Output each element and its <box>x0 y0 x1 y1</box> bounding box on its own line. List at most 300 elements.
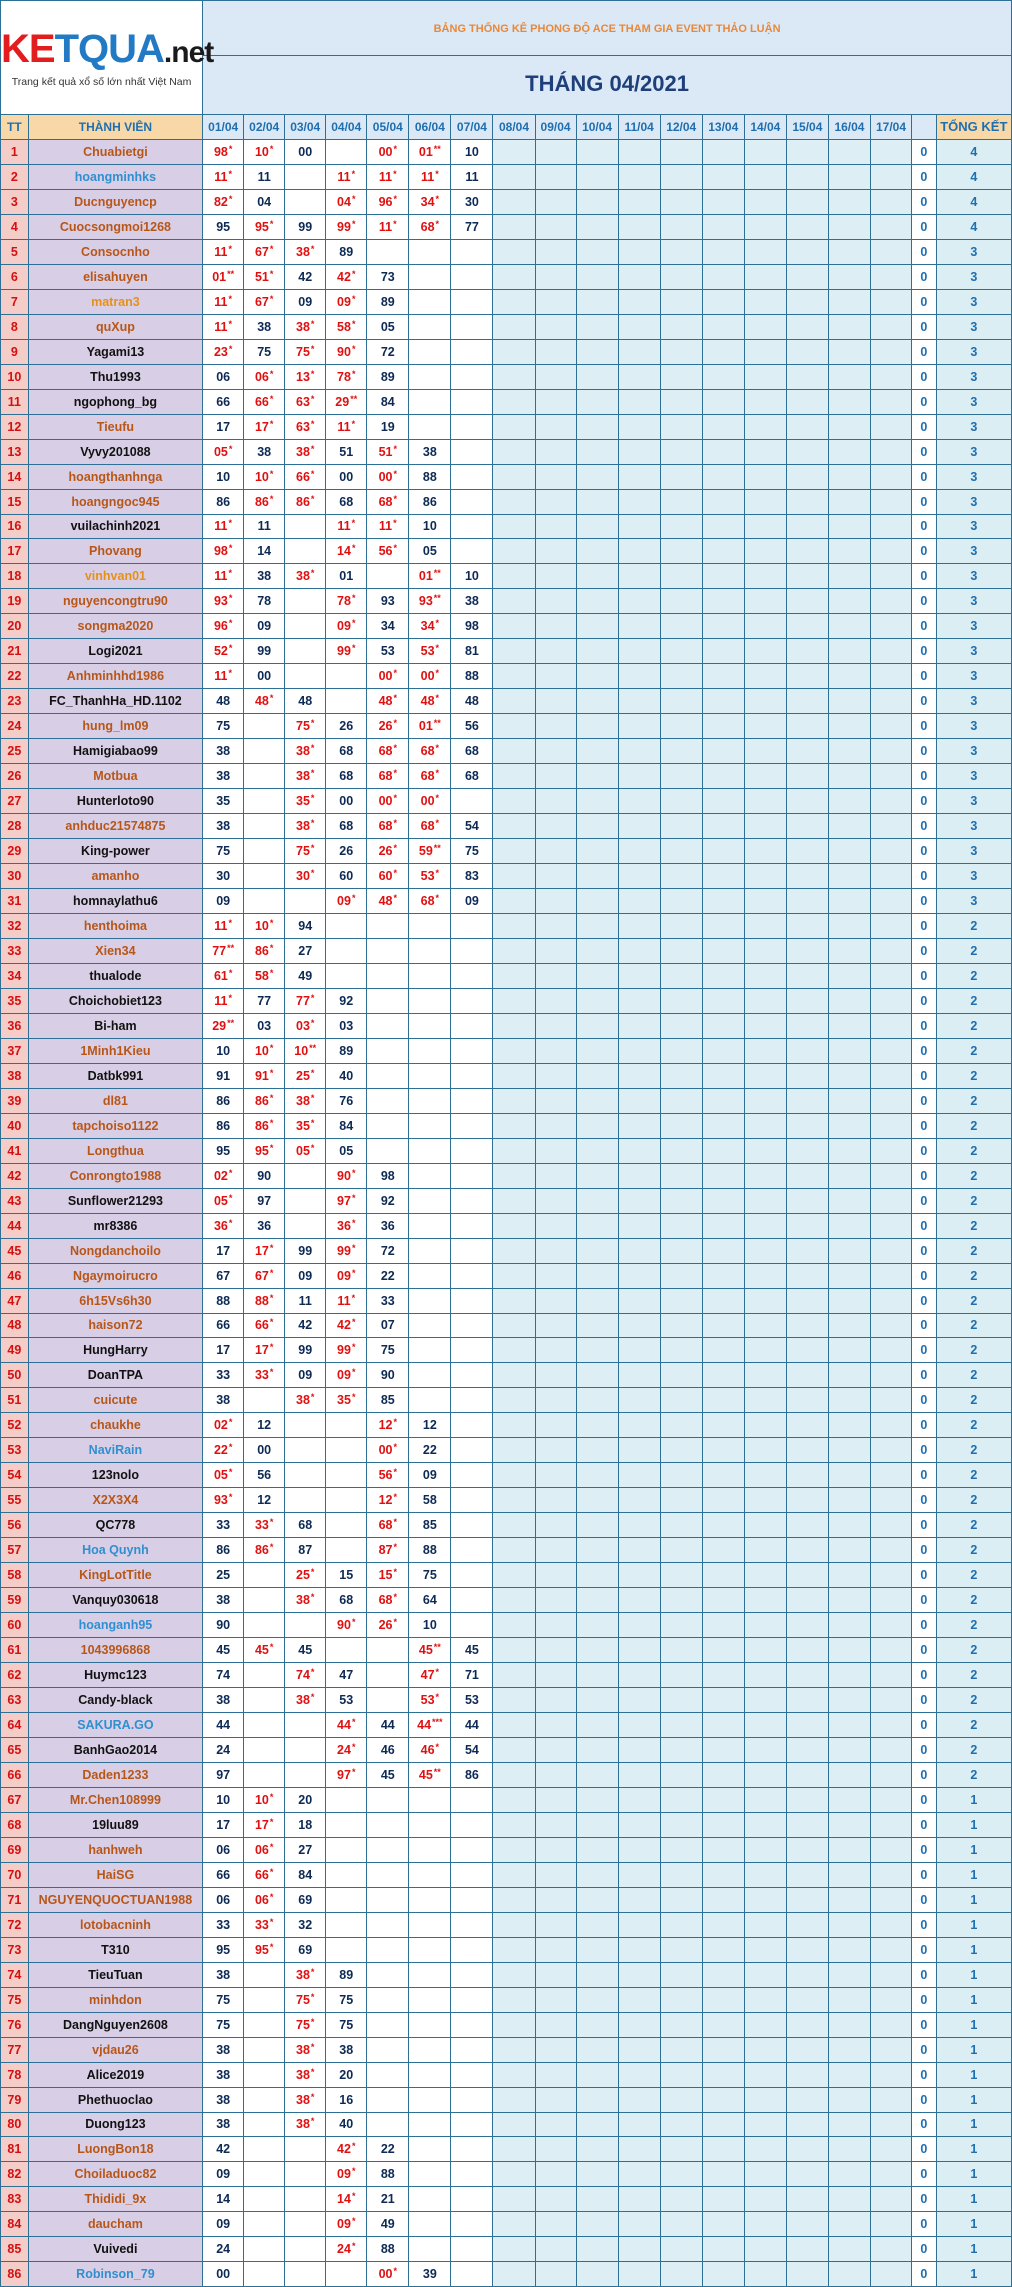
day-cell <box>493 1113 535 1138</box>
member-name[interactable]: elisahuyen <box>28 264 202 289</box>
hit-marker: * <box>351 368 356 379</box>
member-name[interactable]: 123nolo <box>28 1463 202 1488</box>
hit-marker: * <box>351 1242 356 1253</box>
day-cell <box>660 938 702 963</box>
member-name[interactable]: amanho <box>28 864 202 889</box>
day-value: 38 <box>339 2042 354 2057</box>
day-cell <box>744 1737 786 1762</box>
member-name[interactable]: dl81 <box>28 1088 202 1113</box>
member-name[interactable]: lotobacninh <box>28 1912 202 1937</box>
member-name[interactable]: HungHarry <box>28 1338 202 1363</box>
member-name[interactable]: LuongBon18 <box>28 2137 202 2162</box>
total-score: 2 <box>936 1163 1011 1188</box>
hit-marker: * <box>269 1267 274 1278</box>
zero-count: 0 <box>912 639 937 664</box>
member-name[interactable]: chaukhe <box>28 1413 202 1438</box>
member-name[interactable]: QC778 <box>28 1513 202 1538</box>
day-cell <box>409 938 451 963</box>
member-name[interactable]: Thu1993 <box>28 364 202 389</box>
day-cell <box>451 1837 493 1862</box>
day-cell <box>451 1463 493 1488</box>
member-name[interactable]: Nongdanchoilo <box>28 1238 202 1263</box>
day-value: 38 <box>216 2117 231 2132</box>
row-number: 5 <box>1 239 29 264</box>
hit-marker: * <box>393 493 397 504</box>
day-cell <box>367 564 409 589</box>
row-number: 3 <box>1 189 29 214</box>
day-value: 78 <box>257 594 272 609</box>
member-name[interactable]: Robinson_79 <box>28 2262 202 2287</box>
day-cell <box>828 1463 870 1488</box>
hit-marker: * <box>228 643 233 654</box>
day-value: 42 <box>337 269 351 284</box>
day-cell <box>618 1363 660 1388</box>
member-name[interactable]: hoanganh95 <box>28 1613 202 1638</box>
member-name[interactable]: hung_lm09 <box>28 714 202 739</box>
member-row <box>1 2262 1012 2287</box>
day-cell <box>870 938 911 963</box>
day-cell <box>203 539 244 564</box>
member-row <box>1 1713 1012 1738</box>
day-cell <box>535 1238 576 1263</box>
day-cell <box>493 1413 535 1438</box>
day-value: 06 <box>254 369 269 384</box>
day-cell <box>786 1737 828 1762</box>
day-value: 66 <box>254 1867 269 1882</box>
member-name[interactable]: vjdau26 <box>28 2037 202 2062</box>
day-cell <box>828 2137 870 2162</box>
member-name[interactable]: BanhGao2014 <box>28 1737 202 1762</box>
day-cell <box>870 1138 911 1163</box>
member-name[interactable]: hoangthanhnga <box>28 464 202 489</box>
day-value: 58 <box>337 319 351 334</box>
member-name[interactable]: Duong123 <box>28 2112 202 2137</box>
day-cell <box>285 339 326 364</box>
row-number: 14 <box>1 464 29 489</box>
day-cell <box>618 2137 660 2162</box>
day-cell <box>535 1163 576 1188</box>
day-cell <box>576 1038 618 1063</box>
day-cell <box>702 1188 744 1213</box>
day-cell <box>702 389 744 414</box>
day-cell <box>326 2162 367 2187</box>
day-cell <box>576 1987 618 2012</box>
day-cell <box>702 2037 744 2062</box>
day-cell <box>367 1263 409 1288</box>
day-cell <box>702 339 744 364</box>
day-cell <box>702 1787 744 1812</box>
day-cell <box>576 514 618 539</box>
day-value: 38 <box>216 2067 231 2082</box>
member-name[interactable]: 1Minh1Kieu <box>28 1038 202 1063</box>
member-name[interactable]: Hoa Quynh <box>28 1538 202 1563</box>
day-cell <box>618 1238 660 1263</box>
day-cell <box>702 1263 744 1288</box>
day-cell <box>244 1338 285 1363</box>
day-value: 96 <box>378 194 393 209</box>
day-value: 22 <box>213 1443 228 1458</box>
member-name[interactable]: hoangminhks <box>28 164 202 189</box>
member-name[interactable]: 19luu89 <box>28 1812 202 1837</box>
row-number: 9 <box>1 339 29 364</box>
total-score: 2 <box>936 1438 1011 1463</box>
member-name[interactable]: Vuivedi <box>28 2237 202 2262</box>
row-number: 57 <box>1 1538 29 1563</box>
day-cell <box>786 1263 828 1288</box>
day-cell <box>244 2237 285 2262</box>
member-name[interactable]: T310 <box>28 1937 202 1962</box>
member-name[interactable]: cuicute <box>28 1388 202 1413</box>
hit-marker: * <box>310 568 315 579</box>
day-cell <box>535 963 576 988</box>
member-row <box>1 564 1012 589</box>
day-cell <box>493 489 535 514</box>
day-value: 99 <box>337 644 351 659</box>
hit-marker: * <box>269 243 274 254</box>
day-cell <box>493 938 535 963</box>
total-score: 2 <box>936 1463 1011 1488</box>
day-cell <box>870 364 911 389</box>
member-name[interactable]: TieuTuan <box>28 1962 202 1987</box>
day-cell <box>702 764 744 789</box>
member-name[interactable]: Vyvy201088 <box>28 439 202 464</box>
day-cell <box>618 314 660 339</box>
day-value: 10 <box>254 1043 269 1058</box>
member-name[interactable]: Mr.Chen108999 <box>28 1787 202 1812</box>
day-cell <box>285 214 326 239</box>
member-name[interactable]: songma2020 <box>28 614 202 639</box>
day-cell <box>870 1188 911 1213</box>
member-name[interactable]: King-power <box>28 839 202 864</box>
day-value: 38 <box>216 744 231 759</box>
member-name[interactable]: DangNguyen2608 <box>28 2012 202 2037</box>
day-cell <box>576 139 618 164</box>
member-name[interactable]: 6h15Vs6h30 <box>28 1288 202 1313</box>
row-number: 82 <box>1 2162 29 2187</box>
member-name[interactable]: haison72 <box>28 1313 202 1338</box>
day-cell <box>576 1163 618 1188</box>
day-cell <box>244 1413 285 1438</box>
day-value: 15 <box>339 1568 354 1583</box>
member-name[interactable]: vuilachinh2021 <box>28 514 202 539</box>
day-value: 38 <box>296 444 310 459</box>
day-cell <box>702 664 744 689</box>
member-name[interactable]: Huymc123 <box>28 1663 202 1688</box>
col-header-date: 06/04 <box>409 115 451 140</box>
day-cell <box>870 239 911 264</box>
day-cell <box>702 464 744 489</box>
member-name[interactable]: SAKURA.GO <box>28 1713 202 1738</box>
day-value: 82 <box>213 194 228 209</box>
row-number: 32 <box>1 914 29 939</box>
day-cell <box>244 739 285 764</box>
day-cell <box>786 2012 828 2037</box>
member-name[interactable]: Yagami13 <box>28 339 202 364</box>
day-cell <box>576 1737 618 1762</box>
day-cell <box>203 214 244 239</box>
day-cell <box>870 1787 911 1812</box>
member-name[interactable]: Candy-black <box>28 1688 202 1713</box>
member-name[interactable]: NaviRain <box>28 1438 202 1463</box>
zero-count: 0 <box>912 614 937 639</box>
day-cell <box>828 1388 870 1413</box>
day-cell <box>618 2062 660 2087</box>
member-name[interactable]: Phethuoclao <box>28 2087 202 2112</box>
member-name[interactable]: Choichobiet123 <box>28 988 202 1013</box>
member-name[interactable]: Anhminhhd1986 <box>28 664 202 689</box>
member-row <box>1 2087 1012 2112</box>
day-cell <box>702 489 744 514</box>
member-name[interactable]: Ngaymoirucro <box>28 1263 202 1288</box>
day-cell <box>576 2087 618 2112</box>
member-name[interactable]: Alice2019 <box>28 2062 202 2087</box>
day-value: 69 <box>298 1942 313 1957</box>
day-cell <box>702 1163 744 1188</box>
day-cell <box>576 938 618 963</box>
member-name[interactable]: Daden1233 <box>28 1762 202 1787</box>
day-cell <box>660 764 702 789</box>
day-value: 48 <box>420 694 435 709</box>
day-cell <box>618 1163 660 1188</box>
day-value: 91 <box>216 1068 231 1083</box>
day-cell <box>367 1812 409 1837</box>
day-cell <box>535 439 576 464</box>
day-cell <box>326 988 367 1013</box>
member-name[interactable]: anhduc21574875 <box>28 814 202 839</box>
member-name[interactable]: Vanquy030618 <box>28 1588 202 1613</box>
member-name[interactable]: NGUYENQUOCTUAN1988 <box>28 1887 202 1912</box>
day-value: 11 <box>257 169 271 184</box>
member-name[interactable]: henthoima <box>28 914 202 939</box>
day-cell <box>409 1038 451 1063</box>
hit-marker: * <box>435 643 440 654</box>
day-cell <box>451 1088 493 1113</box>
day-value: 11 <box>214 519 228 534</box>
day-cell <box>326 1288 367 1313</box>
member-name[interactable]: Cuocsongmoi1268 <box>28 214 202 239</box>
member-name[interactable]: 1043996868 <box>28 1638 202 1663</box>
day-cell <box>326 2112 367 2137</box>
member-name[interactable]: Phovang <box>28 539 202 564</box>
day-cell <box>576 164 618 189</box>
member-name[interactable]: HaiSG <box>28 1862 202 1887</box>
zero-count: 0 <box>912 2187 937 2212</box>
total-score: 1 <box>936 2162 1011 2187</box>
day-cell <box>870 1038 911 1063</box>
member-name[interactable]: nguyencongtru90 <box>28 589 202 614</box>
zero-count: 0 <box>912 988 937 1013</box>
day-cell <box>326 1213 367 1238</box>
day-cell <box>535 2112 576 2137</box>
row-number: 81 <box>1 2137 29 2162</box>
day-cell <box>409 1388 451 1413</box>
day-cell <box>618 1488 660 1513</box>
member-name[interactable]: matran3 <box>28 289 202 314</box>
day-cell <box>451 1388 493 1413</box>
day-value: 97 <box>257 1193 272 1208</box>
day-cell <box>702 539 744 564</box>
total-score: 2 <box>936 1413 1011 1438</box>
day-cell <box>660 1663 702 1688</box>
member-name[interactable]: quXup <box>28 314 202 339</box>
day-value: 90 <box>337 1168 351 1183</box>
zero-count: 0 <box>912 1737 937 1762</box>
site-logo[interactable] <box>1 1 214 115</box>
day-value: 09 <box>216 894 231 909</box>
hit-marker: * <box>351 293 356 304</box>
day-cell <box>744 439 786 464</box>
member-name[interactable]: daucham <box>28 2212 202 2237</box>
day-cell <box>535 539 576 564</box>
row-number: 70 <box>1 1862 29 1887</box>
member-name[interactable]: Hunterloto90 <box>28 789 202 814</box>
hit-marker: * <box>351 1167 356 1178</box>
day-cell <box>535 389 576 414</box>
hit-marker: * <box>228 618 233 629</box>
member-name[interactable]: vinhvan01 <box>28 564 202 589</box>
day-cell <box>870 1388 911 1413</box>
day-cell <box>702 689 744 714</box>
day-cell <box>203 2237 244 2262</box>
day-cell <box>285 689 326 714</box>
day-cell <box>367 139 409 164</box>
day-cell <box>493 1188 535 1213</box>
member-name[interactable]: DoanTPA <box>28 1363 202 1388</box>
member-name[interactable]: Choiladuoc82 <box>28 2162 202 2187</box>
day-cell <box>660 889 702 914</box>
day-cell <box>786 2162 828 2187</box>
day-cell <box>493 2087 535 2112</box>
zero-count: 0 <box>912 1463 937 1488</box>
member-name[interactable]: minhdon <box>28 1987 202 2012</box>
day-cell <box>285 514 326 539</box>
total-score: 2 <box>936 1688 1011 1713</box>
member-name[interactable]: mr8386 <box>28 1213 202 1238</box>
zero-count: 0 <box>912 1837 937 1862</box>
day-cell <box>451 689 493 714</box>
day-cell <box>702 963 744 988</box>
day-cell <box>367 1013 409 1038</box>
day-cell <box>660 1912 702 1937</box>
day-cell <box>409 2187 451 2212</box>
day-cell <box>744 1188 786 1213</box>
day-cell <box>618 1737 660 1762</box>
day-cell <box>744 1488 786 1513</box>
day-cell <box>786 1613 828 1638</box>
day-cell <box>870 439 911 464</box>
member-name[interactable]: Conrongto1988 <box>28 1163 202 1188</box>
zero-count: 0 <box>912 2237 937 2262</box>
day-cell <box>828 314 870 339</box>
day-value: 01 <box>418 719 433 734</box>
total-score: 3 <box>936 614 1011 639</box>
member-name[interactable]: tapchoiso1122 <box>28 1113 202 1138</box>
day-cell <box>451 139 493 164</box>
member-name[interactable]: FC_ThanhHa_HD.1102 <box>28 689 202 714</box>
day-cell <box>285 289 326 314</box>
day-cell <box>744 1088 786 1113</box>
day-value: 63 <box>296 419 310 434</box>
day-cell <box>702 2162 744 2187</box>
member-row <box>1 1762 1012 1787</box>
day-cell <box>244 1288 285 1313</box>
day-cell <box>535 1013 576 1038</box>
day-value: 78 <box>337 369 351 384</box>
member-name[interactable]: Sunflower21293 <box>28 1188 202 1213</box>
day-cell <box>203 589 244 614</box>
member-name[interactable]: Logi2021 <box>28 639 202 664</box>
member-name[interactable]: ngophong_bg <box>28 389 202 414</box>
hit-marker: * <box>310 1991 315 2002</box>
zero-count: 0 <box>912 1488 937 1513</box>
day-cell <box>702 1688 744 1713</box>
day-value: 68 <box>339 494 354 509</box>
member-name[interactable]: hanhweh <box>28 1837 202 1862</box>
day-cell <box>576 414 618 439</box>
day-cell <box>660 1613 702 1638</box>
day-cell <box>702 1488 744 1513</box>
member-name[interactable]: hoangngoc945 <box>28 489 202 514</box>
day-cell <box>285 1413 326 1438</box>
member-name[interactable]: Datbk991 <box>28 1063 202 1088</box>
day-cell <box>618 539 660 564</box>
member-name[interactable]: KingLotTitle <box>28 1563 202 1588</box>
day-cell <box>660 439 702 464</box>
day-cell <box>786 439 828 464</box>
hit-marker: * <box>393 793 397 804</box>
day-cell <box>828 164 870 189</box>
day-value: 86 <box>464 1767 479 1782</box>
member-name[interactable]: Tieufu <box>28 414 202 439</box>
day-cell <box>870 889 911 914</box>
day-cell <box>285 464 326 489</box>
row-number: 73 <box>1 1937 29 1962</box>
day-cell <box>244 1638 285 1663</box>
member-name[interactable]: Bi-ham <box>28 1013 202 1038</box>
total-score: 2 <box>936 1013 1011 1038</box>
day-cell <box>367 1338 409 1363</box>
member-name[interactable]: X2X3X4 <box>28 1488 202 1513</box>
day-cell <box>535 1513 576 1538</box>
member-name[interactable]: Ducnguyencp <box>28 189 202 214</box>
day-cell <box>744 1413 786 1438</box>
row-number: 17 <box>1 539 29 564</box>
total-score: 4 <box>936 139 1011 164</box>
day-value: 42 <box>298 1318 313 1333</box>
day-cell <box>244 1787 285 1812</box>
member-name[interactable]: Xien34 <box>28 938 202 963</box>
day-value: 25 <box>296 1068 310 1083</box>
member-name[interactable]: Hamigiabao99 <box>28 739 202 764</box>
day-cell <box>702 1563 744 1588</box>
day-cell <box>451 189 493 214</box>
member-name[interactable]: Chuabietgi <box>28 139 202 164</box>
member-name[interactable]: Consocnho <box>28 239 202 264</box>
member-name[interactable]: Motbua <box>28 764 202 789</box>
member-name[interactable]: Longthua <box>28 1138 202 1163</box>
day-cell <box>828 1213 870 1238</box>
day-cell <box>244 1013 285 1038</box>
day-cell <box>660 489 702 514</box>
day-cell <box>326 1987 367 2012</box>
day-cell <box>828 2237 870 2262</box>
member-name[interactable]: Thididi_9x <box>28 2187 202 2212</box>
member-name[interactable]: thualode <box>28 963 202 988</box>
member-name[interactable]: homnaylathu6 <box>28 889 202 914</box>
row-number: 71 <box>1 1887 29 1912</box>
day-value: 68 <box>378 769 393 784</box>
day-cell <box>535 1188 576 1213</box>
